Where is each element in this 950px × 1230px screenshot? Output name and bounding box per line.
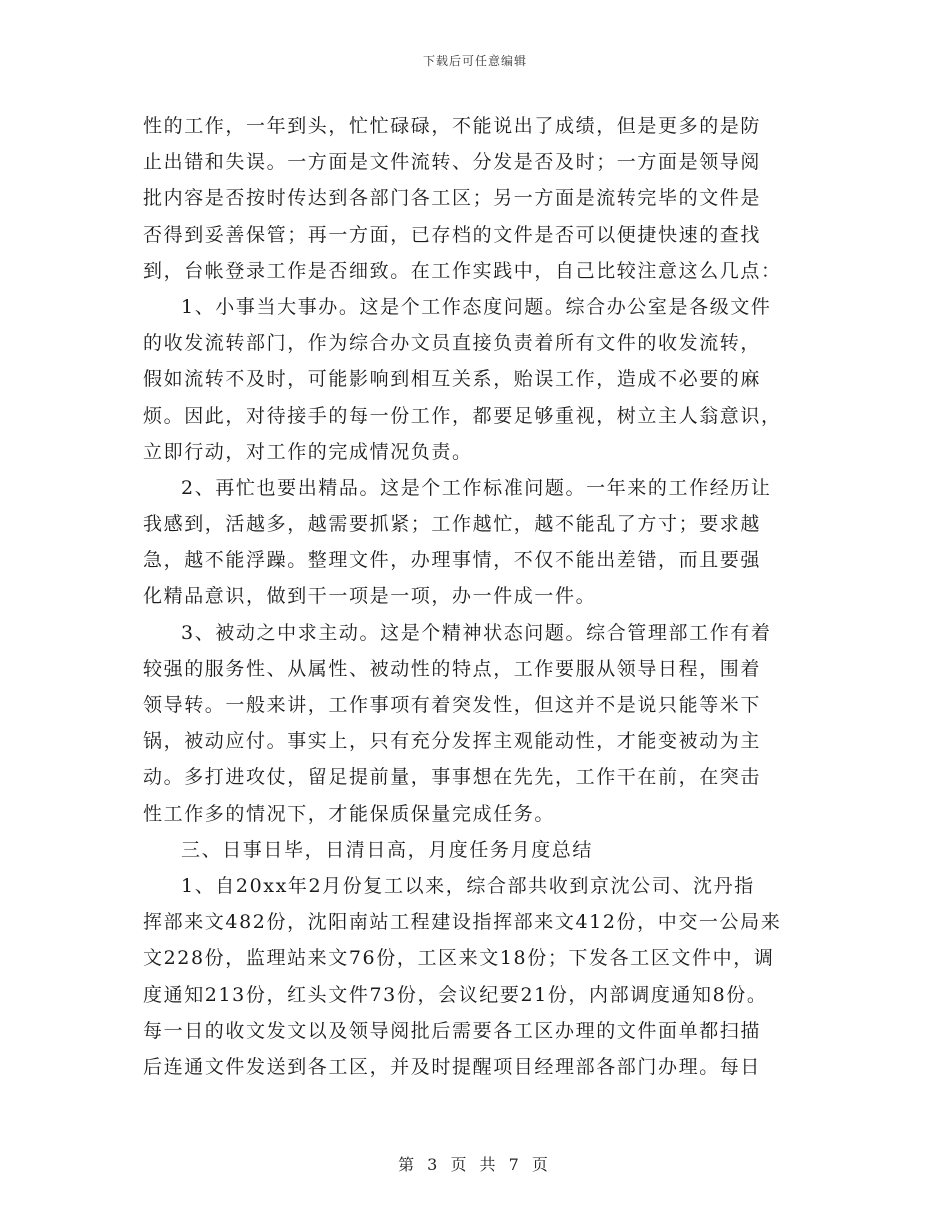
text-line: 批内容是否按时传达到各部门各工区；另一方面是流转完毕的文件是 (143, 187, 762, 210)
text-line: 性的工作，一年到头，忙忙碌碌，不能说出了成绩，但是更多的是防 (143, 115, 762, 137)
text-line: 的收发流转部门，作为综合办文员直接负责着所有文件的收发流转， (143, 332, 762, 355)
text-line: 我感到，活越多，越需要抓紧；工作越忙，越不能乱了方寸；要求越 (143, 513, 762, 536)
text-line: 止出错和失误。一方面是文件流转、分发是否及时；一方面是领导阅 (143, 151, 762, 174)
page-footer: 第 3 页 共 7 页 (398, 1155, 552, 1174)
text-line: 2、再忙也要出精品。这是个工作标准问题。一年来的工作经历让 (181, 476, 772, 499)
text-line: 较强的服务性、从属性、被动性的特点，工作要服从领导日程，围着 (143, 657, 762, 680)
text-line: 立即行动，对工作的完成情况负责。 (143, 440, 473, 463)
text-line: 度通知213份，红头文件73份，会议纪要21份，内部调度通知8份。 (143, 983, 768, 1006)
text-line: 烦。因此，对待接手的每一份工作，都要足够重视，树立主人翁意识， (143, 404, 782, 427)
text-line: 1、小事当大事办。这是个工作态度问题。综合办公室是各级文件 (181, 295, 772, 318)
text-line: 到，台帐登录工作是否细致。在工作实践中，自己比较注意这么几点： (143, 259, 782, 282)
text-line: 化精品意识，做到干一项是一项，办一件成一件。 (143, 585, 597, 608)
text-line: 三、日事日毕，日清日高，月度任务月度总结 (181, 838, 594, 861)
text-line: 否得到妥善保管；再一方面，已存档的文件是否可以便捷快速的查找 (143, 223, 762, 246)
text-line: 1、自20xx年2月份复工以来，综合部共收到京沈公司、沈丹指 (181, 874, 755, 897)
page-header: 下载后可任意编辑 (422, 54, 527, 68)
text-line: 领导转。一般来讲，工作事项有着突发性，但这并不是说只能等米下 (143, 694, 762, 716)
body-text (143, 108, 807, 1085)
text-line: 性工作多的情况下，才能保质保量完成任务。 (143, 802, 556, 825)
text-line: 文228份，监理站来文76份，工区来文18份；下发各工区文件中，调 (143, 947, 775, 970)
text-line: 3、被动之中求主动。这是个精神状态问题。综合管理部工作有着 (181, 621, 772, 644)
text-line: 后连通文件发送到各工区，并及时提醒项目经理部各部门办理。每日 (143, 1055, 762, 1078)
text-line: 假如流转不及时，可能影响到相互关系，贻误工作，造成不必要的麻 (143, 368, 762, 391)
text-line: 动。多打进攻仗，留足提前量，事事想在先先，工作干在前，在突击 (143, 766, 762, 789)
text-line: 急，越不能浮躁。整理文件，办理事情，不仅不能出差错，而且要强 (143, 549, 762, 572)
text-line: 挥部来文482份，沈阳南站工程建设指挥部来文412份，中交一公局来 (143, 911, 782, 934)
text-line: 锅，被动应付。事实上，只有充分发挥主观能动性，才能变被动为主 (143, 730, 762, 753)
text-line: 每一日的收文发文以及领导阅批后需要各工区办理的文件面单都扫描 (143, 1019, 762, 1042)
